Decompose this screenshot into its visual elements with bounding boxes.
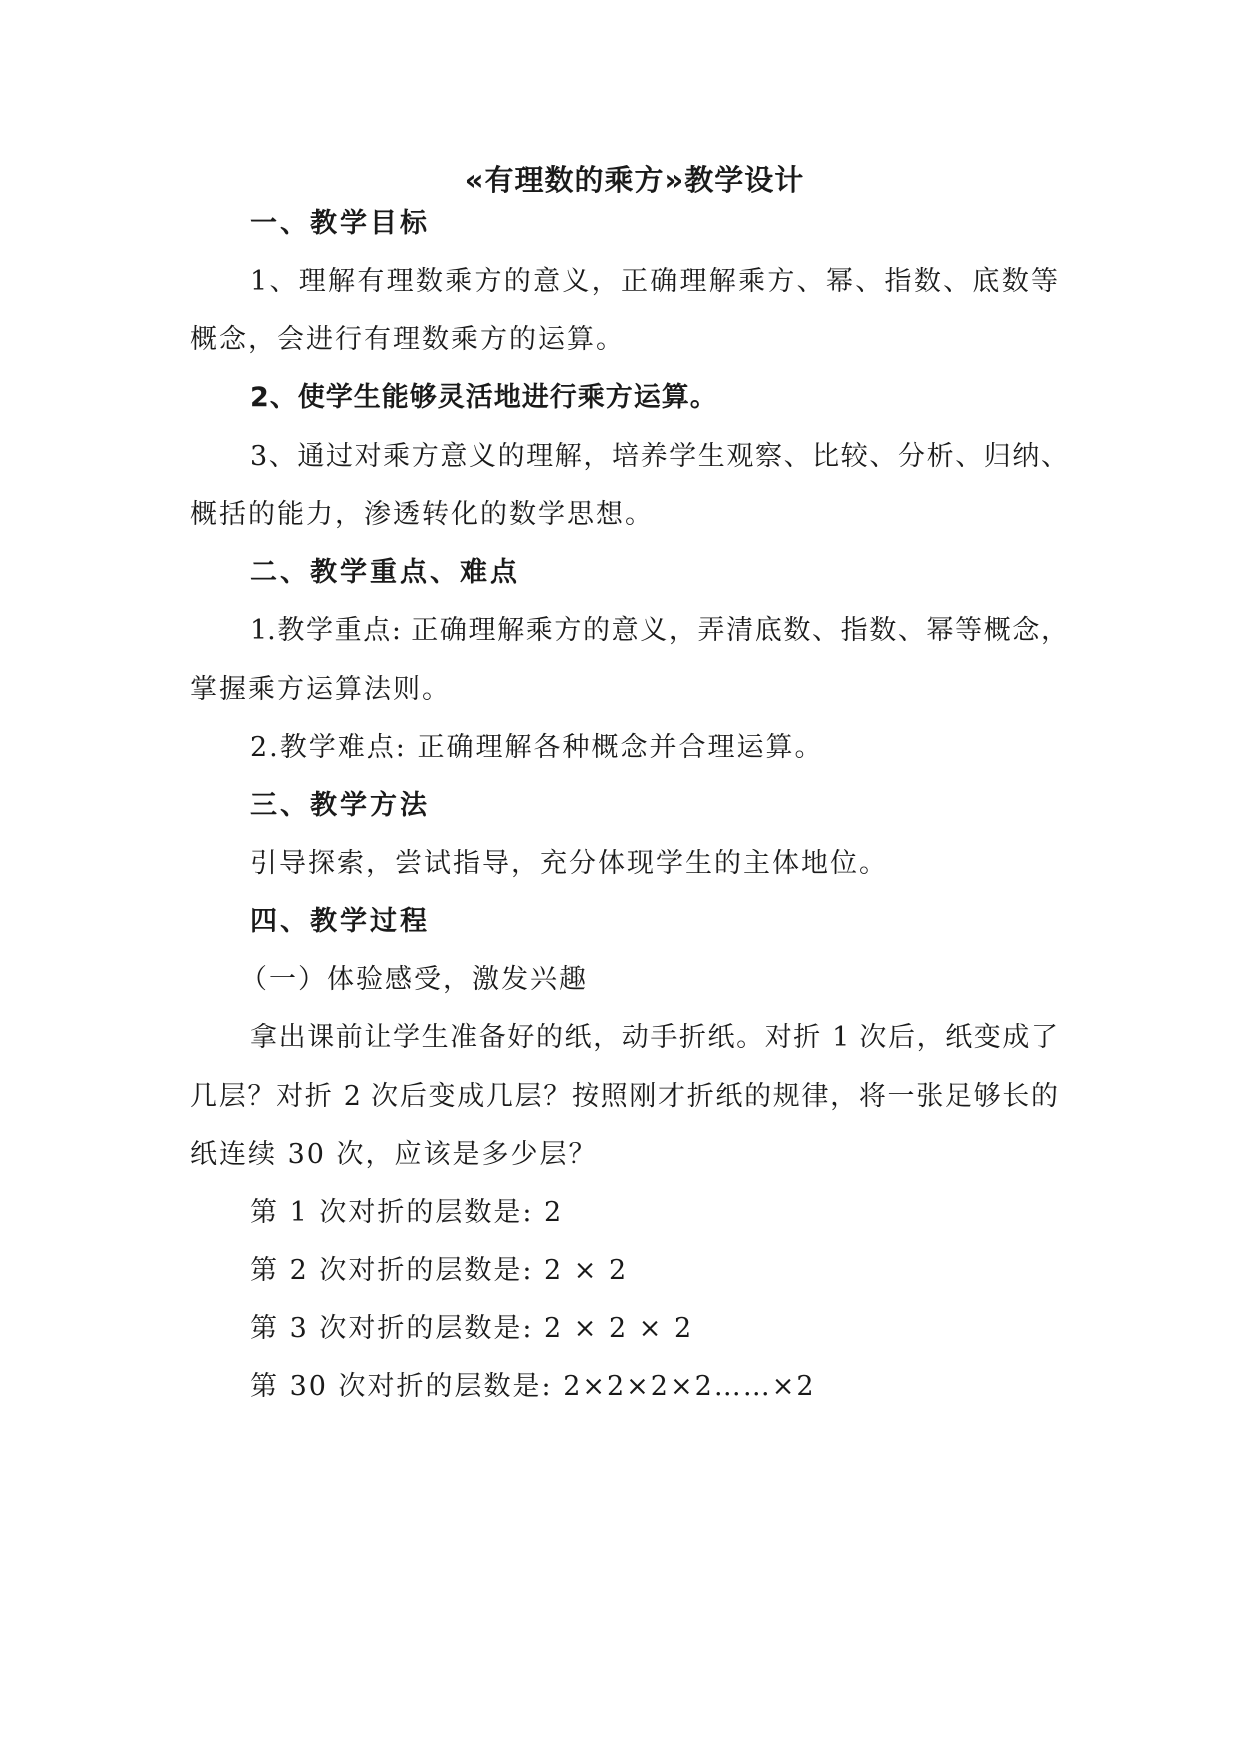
section-heading-key-points: 二、教学重点、难点 bbox=[250, 557, 520, 588]
section-heading-process: 四、教学过程 bbox=[250, 906, 430, 937]
section-heading-objectives: 一、教学目标 bbox=[250, 208, 430, 239]
key-point-1-line-2: 掌握乘方运算法则。 bbox=[190, 674, 451, 705]
objective-1-line-2: 概念，会进行有理数乘方的运算。 bbox=[190, 324, 625, 355]
objective-2: 2、使学生能够灵活地进行乘方运算。 bbox=[250, 382, 718, 413]
fold-count-30: 第 30 次对折的层数是: 2×2×2×2……×2 bbox=[250, 1371, 816, 1402]
fold-count-1: 第 1 次对折的层数是: 2 bbox=[250, 1197, 564, 1228]
methods-text: 引导探索，尝试指导，充分体现学生的主体地位。 bbox=[250, 848, 888, 879]
fold-count-2: 第 2 次对折的层数是: 2 × 2 bbox=[250, 1255, 629, 1286]
process-subheading-1: （一）体验感受，激发兴趣 bbox=[240, 964, 588, 995]
process-paragraph-line-1: 拿出课前让学生准备好的纸，动手折纸。对折 1 次后，纸变成了 bbox=[250, 1022, 1058, 1053]
key-point-2: 2.教学难点: 正确理解各种概念并合理运算。 bbox=[250, 732, 824, 763]
objective-3-line-2: 概括的能力，渗透转化的数学思想。 bbox=[190, 499, 654, 530]
objective-3-line-1: 3、通过对乘方意义的理解，培养学生观察、比较、分析、归纳、 bbox=[250, 441, 1068, 472]
key-point-1-line-1: 1.教学重点: 正确理解乘方的意义，弄清底数、指数、幂等概念， bbox=[250, 615, 1068, 646]
section-heading-methods: 三、教学方法 bbox=[250, 790, 430, 821]
process-paragraph-line-2: 几层？对折 2 次后变成几层？按照刚才折纸的规律，将一张足够长的 bbox=[190, 1081, 1058, 1112]
objective-1-line-1: 1、理解有理数乘方的意义，正确理解乘方、幂、指数、底数等 bbox=[250, 266, 1058, 297]
document-title: «有理数的乘方»教学设计 bbox=[464, 163, 805, 197]
fold-count-3: 第 3 次对折的层数是: 2 × 2 × 2 bbox=[250, 1313, 694, 1344]
process-paragraph-line-3: 纸连续 30 次，应该是多少层？ bbox=[190, 1139, 598, 1170]
